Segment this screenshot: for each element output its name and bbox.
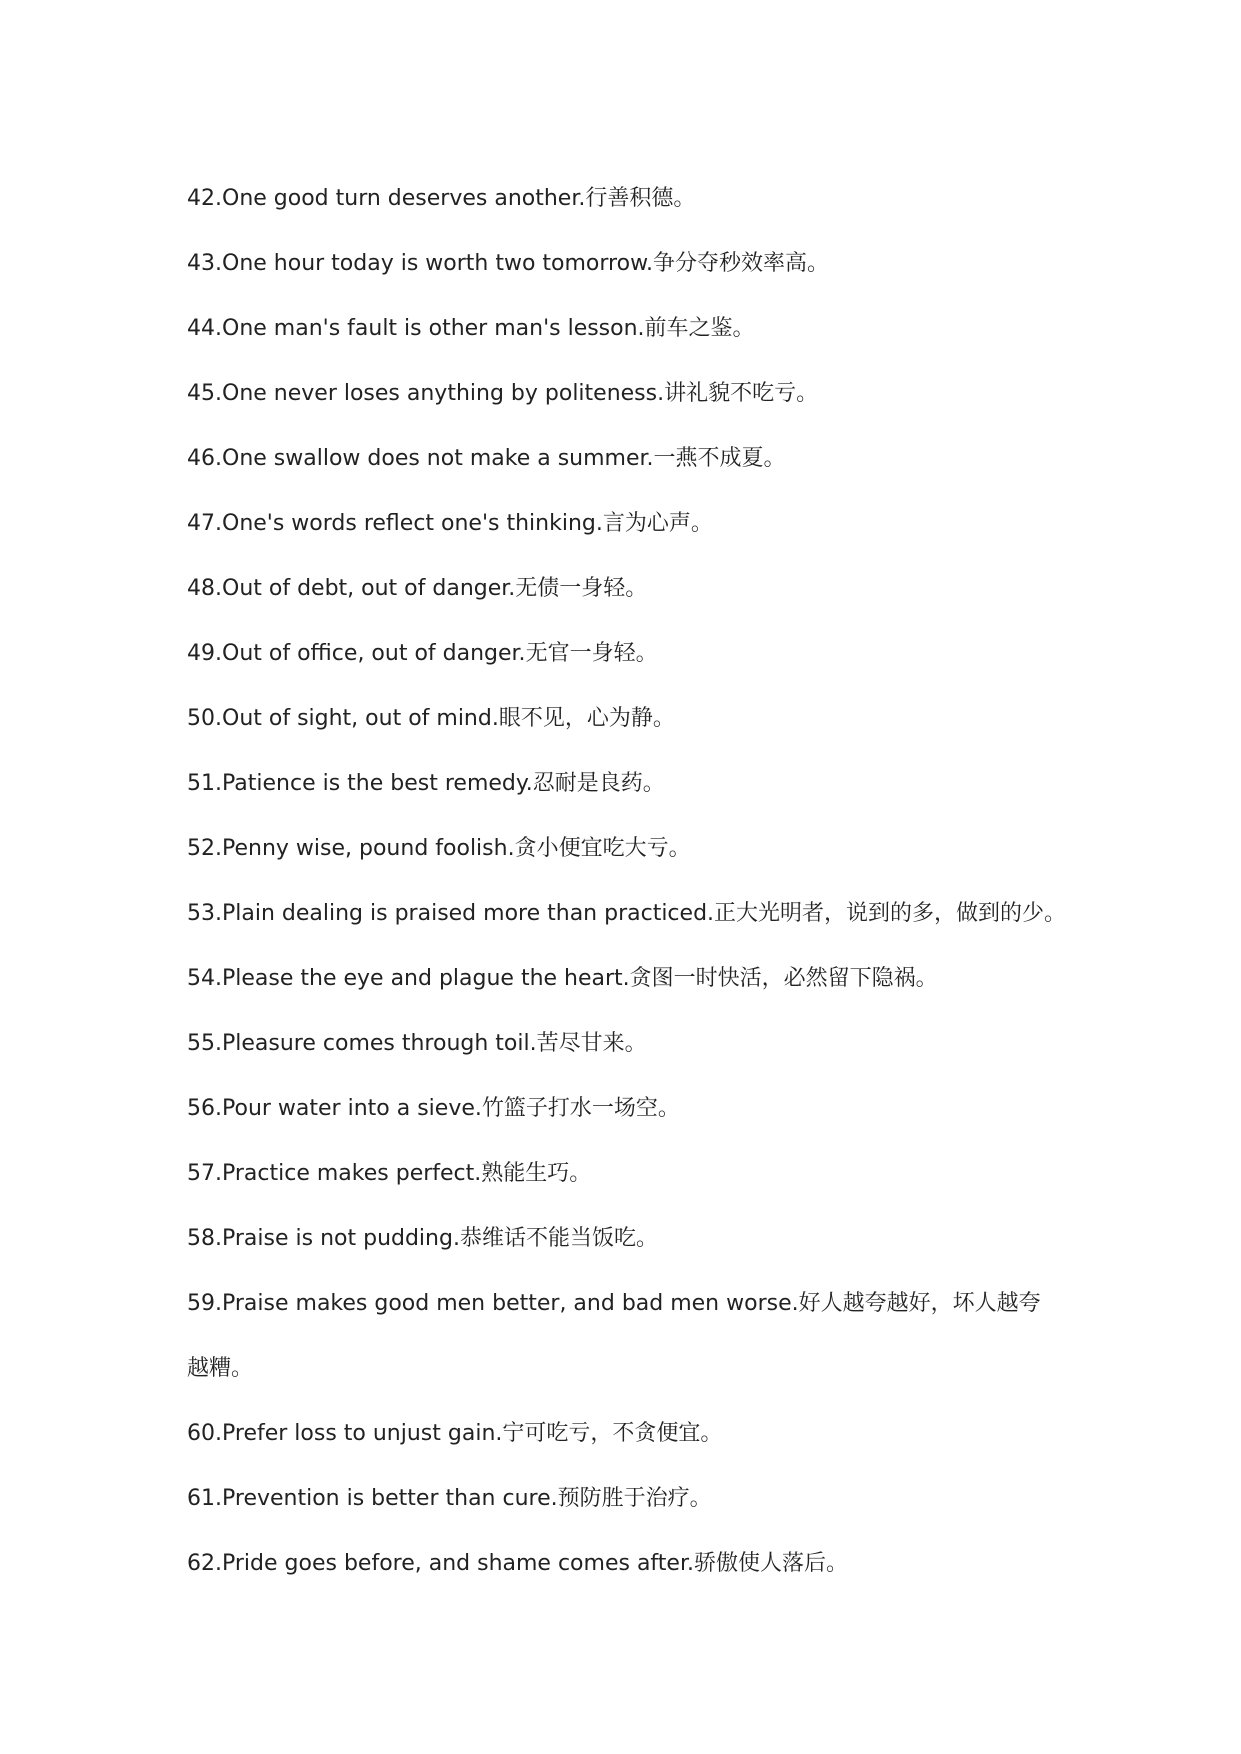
proverb-line (187, 1466, 1077, 1531)
proverb-chinese: 贪图一时快活，必然留下隐祸。 (629, 966, 938, 991)
proverb-chinese: 竹篮子打水一场空。 (481, 1096, 680, 1121)
proverb-number: 42. (187, 186, 222, 211)
proverb-chinese: 忍耐是良药。 (532, 771, 665, 796)
proverb-line (187, 621, 1077, 686)
proverb-english: Prefer loss to unjust gain. (222, 1421, 503, 1446)
proverb-line (187, 946, 1077, 1011)
proverb-chinese: 苦尽甘来。 (536, 1031, 647, 1056)
proverb-number: 52. (187, 836, 222, 861)
proverb-english: Pleasure comes through toil. (222, 1031, 537, 1056)
proverb-line (187, 426, 1077, 491)
proverb-number: 44. (187, 316, 222, 341)
proverb-number: 58. (187, 1226, 222, 1251)
proverb-line (187, 881, 1077, 946)
proverb-number: 54. (187, 966, 222, 991)
proverb-number: 59. (187, 1291, 222, 1316)
proverb-number: 60. (187, 1421, 222, 1446)
proverb-chinese: 预防胜于治疗。 (557, 1486, 712, 1511)
proverb-number: 43. (187, 251, 222, 276)
proverb-line (187, 1531, 1077, 1596)
proverb-number: 50. (187, 706, 222, 731)
proverb-number: 53. (187, 901, 222, 926)
proverb-english: One good turn deserves another. (222, 186, 586, 211)
proverb-list (187, 166, 1077, 1596)
proverb-line (187, 361, 1077, 426)
proverb-number: 46. (187, 446, 222, 471)
proverb-chinese: 宁可吃亏，不贪便宜。 (502, 1421, 723, 1446)
proverb-chinese: 行善积德。 (585, 186, 696, 211)
proverb-line (187, 1141, 1077, 1206)
proverb-chinese: 正大光明者，说到的多，做到的少。 (714, 901, 1067, 926)
proverb-chinese: 一燕不成夏。 (653, 446, 786, 471)
proverb-english: Practice makes perfect. (222, 1161, 482, 1186)
proverb-chinese: 恭维话不能当饭吃。 (459, 1226, 658, 1251)
proverb-chinese: 贪小便宜吃大亏。 (514, 836, 691, 861)
proverb-english: One never loses anything by politeness. (222, 381, 665, 406)
proverb-chinese: 无官一身轻。 (525, 641, 658, 666)
proverb-chinese: 骄傲使人落后。 (693, 1551, 848, 1576)
proverb-english: One swallow does not make a summer. (222, 446, 654, 471)
proverb-line (187, 166, 1077, 231)
proverb-english: Praise is not pudding. (222, 1226, 460, 1251)
proverb-english: Plain dealing is praised more than practiced. (222, 901, 715, 926)
proverb-line (187, 1401, 1077, 1466)
proverb-chinese: 讲礼貌不吃亏。 (664, 381, 819, 406)
proverb-english: Penny wise, pound foolish. (222, 836, 515, 861)
proverb-english: Pour water into a sieve. (222, 1096, 482, 1121)
proverb-english: Out of sight, out of mind. (222, 706, 499, 731)
proverb-chinese: 争分夺秒效率高。 (653, 251, 830, 276)
proverb-number: 51. (187, 771, 222, 796)
proverb-english: Out of office, out of danger. (222, 641, 526, 666)
proverb-english: One hour today is worth two tomorrow. (222, 251, 654, 276)
proverb-english: One's words reflect one's thinking. (222, 511, 603, 536)
proverb-english: One man's fault is other man's lesson. (222, 316, 645, 341)
proverb-chinese: 前车之鉴。 (644, 316, 755, 341)
proverb-chinese: 熟能生巧。 (481, 1161, 592, 1186)
proverb-number: 47. (187, 511, 222, 536)
proverb-english: Out of debt, out of danger. (222, 576, 516, 601)
proverb-number: 57. (187, 1161, 222, 1186)
proverb-chinese: 眼不见，心为静。 (498, 706, 675, 731)
proverb-line (187, 816, 1077, 881)
proverb-line (187, 1011, 1077, 1076)
proverb-number: 62. (187, 1551, 222, 1576)
proverb-line (187, 231, 1077, 296)
proverb-english: Pride goes before, and shame comes after. (222, 1551, 694, 1576)
proverb-line (187, 556, 1077, 621)
proverb-line (187, 686, 1077, 751)
proverb-number: 48. (187, 576, 222, 601)
proverb-number: 56. (187, 1096, 222, 1121)
proverb-number: 61. (187, 1486, 222, 1511)
proverb-line (187, 491, 1077, 556)
proverb-chinese: 言为心声。 (602, 511, 713, 536)
proverb-line (187, 1271, 1057, 1401)
proverb-chinese: 无债一身轻。 (515, 576, 648, 601)
proverb-chinese: 好人越夸越好，坏人越夸越糟。 (187, 1291, 1041, 1381)
proverb-line (187, 1206, 1077, 1271)
proverb-number: 55. (187, 1031, 222, 1056)
proverb-line (187, 296, 1077, 361)
proverb-english: Please the eye and plague the heart. (222, 966, 630, 991)
proverb-number: 49. (187, 641, 222, 666)
proverb-line (187, 751, 1077, 816)
proverb-line (187, 1076, 1077, 1141)
proverb-number: 45. (187, 381, 222, 406)
proverb-english: Patience is the best remedy. (222, 771, 533, 796)
proverb-english: Prevention is better than cure. (222, 1486, 558, 1511)
proverb-english: Praise makes good men better, and bad men worse. (222, 1291, 799, 1316)
